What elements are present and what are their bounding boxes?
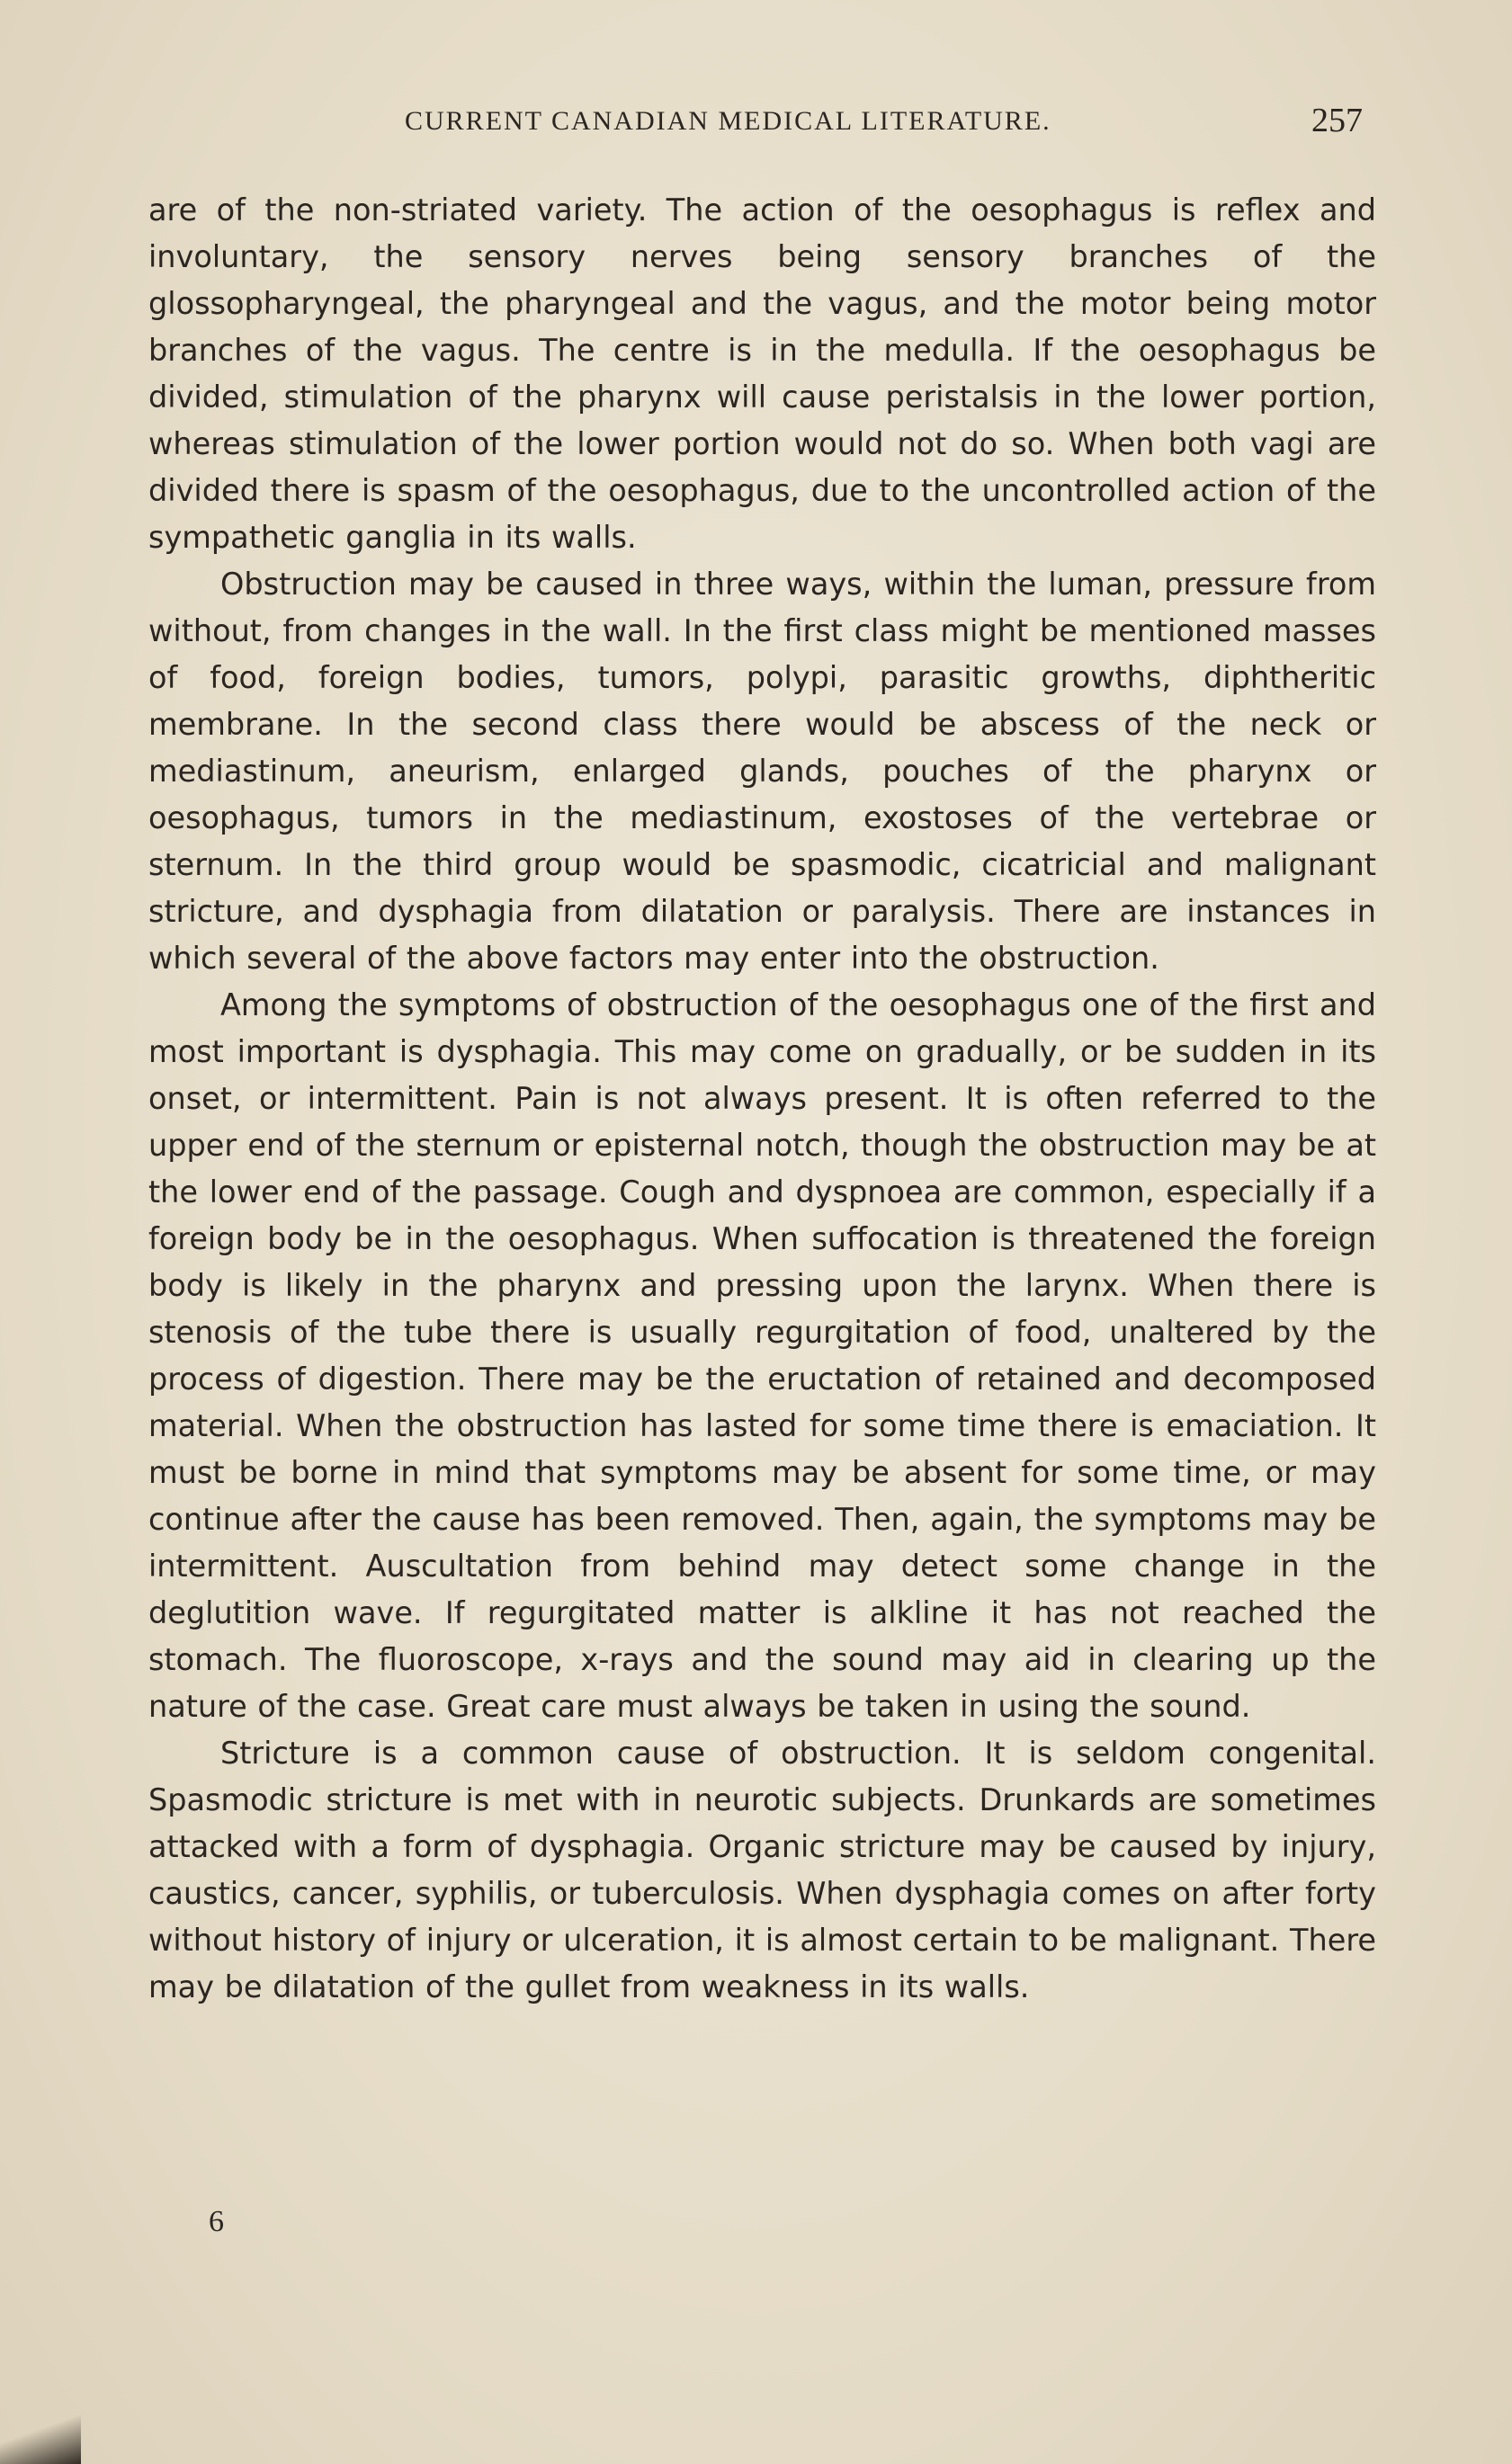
body-text [148, 187, 1376, 2011]
running-head: CURRENT CANADIAN MEDICAL LITERATURE. [405, 106, 1051, 136]
page-header [148, 102, 1363, 160]
paragraph-3: Among the symptoms of obstruction of the oesophagus one of the first and most important is dysphagia. This may come on gradually, or be sudden in its onset, or intermittent. Pain is not always present. It is often referred to the upper end of the sternum or episternal notch, though the obstruction may be at the lower end of the passage. Cough and dyspnoea are common, especially if a foreign body be in the oesophagus. When suffocation is threatened the foreign body is likely in the pharynx and pressing upon the larynx. When there is stenosis of the tube there is usually regurgitation of food, unaltered by the process of digestion. There may be the eructation of retained and decomposed material. When the obstruction has lasted for some time there is emaciation. It must be borne in mind that symptoms may be absent for some time, or may continue after the cause has been removed. Then, again, the symptoms may be intermittent. Auscultation from behind may detect some change in the deglutition wave. If regurgitated matter is alkline it has not reached the stomach. The fluoroscope, x-rays and the sound may aid in clearing up the nature of the case. Great care must always be taken in using the sound. [148, 987, 1376, 1724]
paragraph-4: Stricture is a common cause of obstruction. It is seldom congenital. Spasmodic stricture is met with in neurotic subjects. Drunkards are sometimes attacked with a form of dysphagia. Organic stricture may be caused by injury, caustics, cancer, syphilis, or tuberculosis. When dysphagia comes on after forty without history of injury or ulceration, it is almost certain to be malignant. There may be dilatation of the gullet from weakness in its walls. [148, 1736, 1376, 2004]
paragraph-2: Obstruction may be caused in three ways, within the luman, pressure from without, from changes in the wall. In the first class might be mentioned masses of food, foreign bodies, tumors, polypi, parasitic growths, diphtheritic membrane. In the second class there would be abscess of the neck or mediastinum, aneurism, enlarged glands, pouches of the pharynx or oesophagus, tumors in the mediastinum, exostoses of the vertebrae or sternum. In the third group would be spasmodic, cicatricial and malignant stricture, and dysphagia from dilatation or paralysis. There are instances in which several of the above factors may enter into the obstruction. [148, 567, 1376, 976]
signature-mark: 6 [209, 2205, 224, 2238]
paragraph-1: are of the non-striated variety. The action of the oesophagus is reflex and involuntary, the sensory nerves being sensory branches of the glossopharyngeal, the pharyngeal and the vagus, and the motor being motor branches of the vagus. The centre is in the medulla. If the oesophagus be divided, stimulation of the pharynx will cause peristalsis in the lower portion, whereas stimulation of the lower portion would not do so. When both vagi are divided there is spasm of the oesophagus, due to the uncontrolled action of the sympathetic ganglia in its walls. [148, 192, 1376, 555]
page-corner-shadow [0, 2410, 81, 2464]
page-number: 257 [1311, 102, 1363, 139]
